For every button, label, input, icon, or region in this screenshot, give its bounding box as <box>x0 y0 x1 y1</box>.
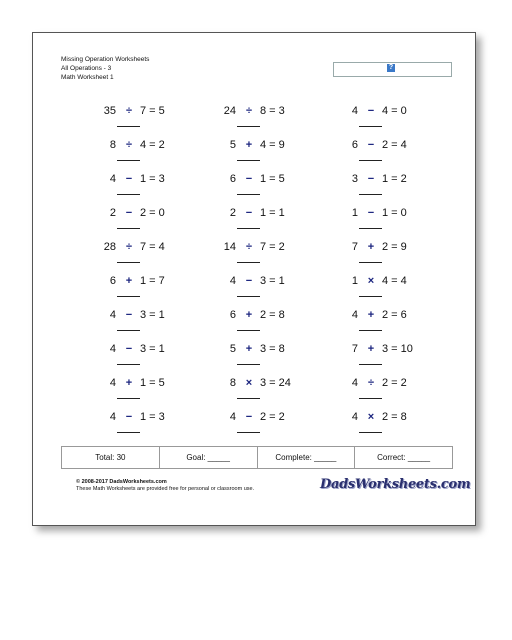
first-operand: 4 <box>109 343 116 355</box>
answer-line <box>237 262 260 263</box>
equation-remainder: 1 = 5 <box>260 173 285 185</box>
problem-equation <box>322 240 442 254</box>
answer-line <box>237 194 260 195</box>
equation-remainder: 2 = 0 <box>140 207 165 219</box>
equation-remainder: 4 = 0 <box>382 105 407 117</box>
equation-remainder: 2 = 6 <box>382 309 407 321</box>
operator-symbol: − <box>367 105 375 117</box>
equation-remainder: 1 = 2 <box>382 173 407 185</box>
problem-item <box>200 240 320 270</box>
worksheet-subtitle: All Operations - 3 <box>61 65 112 72</box>
answer-line <box>359 432 382 433</box>
answer-line <box>117 126 140 127</box>
operator-symbol: ÷ <box>367 377 375 389</box>
problem-equation <box>200 172 320 186</box>
problem-item <box>200 342 320 372</box>
copyright-line: © 2008-2017 DadsWorksheets.com <box>76 479 167 485</box>
equation-remainder: 2 = 8 <box>260 309 285 321</box>
first-operand: 2 <box>229 207 236 219</box>
equation-remainder: 2 = 4 <box>382 139 407 151</box>
problem-equation <box>80 104 200 118</box>
site-logo: DadsWorksheets.com <box>320 477 471 492</box>
answer-line <box>237 228 260 229</box>
first-operand: 4 <box>351 309 358 321</box>
first-operand: 5 <box>229 139 236 151</box>
first-operand: 1 <box>351 275 358 287</box>
first-operand: 7 <box>351 241 358 253</box>
operator-symbol: + <box>367 241 375 253</box>
problem-equation <box>80 376 200 390</box>
problem-item <box>80 410 200 440</box>
problem-item <box>200 104 320 134</box>
problem-equation <box>322 138 442 152</box>
answer-line <box>237 330 260 331</box>
operator-symbol: − <box>367 173 375 185</box>
worksheet-title: Missing Operation Worksheets <box>61 56 150 63</box>
operator-symbol: − <box>367 139 375 151</box>
first-operand: 14 <box>223 241 236 253</box>
problem-equation <box>80 240 200 254</box>
answer-line <box>117 228 140 229</box>
equation-remainder: 3 = 8 <box>260 343 285 355</box>
score-bar <box>61 446 453 469</box>
equation-remainder: 1 = 0 <box>382 207 407 219</box>
problem-item <box>80 376 200 406</box>
answer-line <box>237 398 260 399</box>
answer-line <box>117 160 140 161</box>
answer-line <box>117 330 140 331</box>
equation-remainder: 7 = 2 <box>260 241 285 253</box>
operator-symbol: + <box>245 343 253 355</box>
first-operand: 4 <box>109 309 116 321</box>
first-operand: 2 <box>109 207 116 219</box>
problem-item <box>322 274 442 304</box>
operator-symbol: − <box>125 309 133 321</box>
equation-remainder: 1 = 3 <box>140 173 165 185</box>
problem-equation <box>200 206 320 220</box>
answer-line <box>117 398 140 399</box>
worksheet-header <box>61 55 149 82</box>
first-operand: 4 <box>229 411 236 423</box>
operator-symbol: − <box>245 173 253 185</box>
first-operand: 3 <box>351 173 358 185</box>
problem-item <box>80 308 200 338</box>
answer-line <box>117 432 140 433</box>
problem-item <box>200 308 320 338</box>
problem-equation <box>322 104 442 118</box>
first-operand: 4 <box>109 377 116 389</box>
answer-line <box>359 296 382 297</box>
problem-item <box>80 342 200 372</box>
problem-equation <box>80 410 200 424</box>
problem-equation <box>322 376 442 390</box>
operator-symbol: + <box>245 139 253 151</box>
problem-equation <box>80 172 200 186</box>
equation-remainder: 3 = 1 <box>260 275 285 287</box>
first-operand: 28 <box>103 241 116 253</box>
problem-item <box>200 274 320 304</box>
equation-remainder: 1 = 3 <box>140 411 165 423</box>
operator-symbol: + <box>367 309 375 321</box>
problem-equation <box>200 138 320 152</box>
problem-item <box>200 206 320 236</box>
equation-remainder: 7 = 5 <box>140 105 165 117</box>
total-count: Total: 30 <box>62 447 160 468</box>
operator-symbol: − <box>125 343 133 355</box>
equation-remainder: 4 = 2 <box>140 139 165 151</box>
equation-remainder: 2 = 2 <box>260 411 285 423</box>
first-operand: 7 <box>351 343 358 355</box>
operator-symbol: × <box>367 411 375 423</box>
answer-line <box>359 330 382 331</box>
operator-symbol: ÷ <box>245 105 253 117</box>
problem-item <box>200 172 320 202</box>
operator-symbol: ÷ <box>125 139 133 151</box>
first-operand: 24 <box>223 105 236 117</box>
answer-line <box>237 126 260 127</box>
operator-symbol: − <box>245 207 253 219</box>
answer-line <box>117 194 140 195</box>
operator-symbol: − <box>245 275 253 287</box>
first-operand: 4 <box>109 411 116 423</box>
answer-line <box>117 364 140 365</box>
first-operand: 8 <box>109 139 116 151</box>
first-operand: 4 <box>351 105 358 117</box>
worksheet-number: Math Worksheet 1 <box>61 74 114 81</box>
operator-symbol: − <box>245 411 253 423</box>
problem-equation <box>200 342 320 356</box>
problem-item <box>80 104 200 134</box>
problem-item <box>322 138 442 168</box>
answer-line <box>359 126 382 127</box>
problem-item <box>322 240 442 270</box>
problem-equation <box>80 138 200 152</box>
equation-remainder: 7 = 4 <box>140 241 165 253</box>
problem-item <box>200 410 320 440</box>
problem-item <box>322 410 442 440</box>
goal-field: Goal: _____ <box>160 447 258 468</box>
problem-item <box>200 376 320 406</box>
operator-symbol: ÷ <box>125 105 133 117</box>
correct-field: Correct: _____ <box>377 453 431 462</box>
first-operand: 5 <box>229 343 236 355</box>
operator-symbol: − <box>125 173 133 185</box>
usage-note: These Math Worksheets are provided free for personal or classroom use. <box>76 486 255 492</box>
answer-line <box>237 160 260 161</box>
operator-symbol: − <box>125 411 133 423</box>
problem-item <box>80 138 200 168</box>
problem-equation <box>80 308 200 322</box>
problem-item <box>200 138 320 168</box>
equation-remainder: 1 = 7 <box>140 275 165 287</box>
problem-equation <box>322 206 442 220</box>
answer-line <box>237 364 260 365</box>
operator-symbol: × <box>367 275 375 287</box>
answer-line <box>359 262 382 263</box>
problem-item <box>80 274 200 304</box>
equation-remainder: 4 = 9 <box>260 139 285 151</box>
problem-equation <box>200 274 320 288</box>
problem-equation <box>200 376 320 390</box>
problem-item <box>322 104 442 134</box>
answer-line <box>359 364 382 365</box>
equation-remainder: 2 = 8 <box>382 411 407 423</box>
equation-remainder: 4 = 4 <box>382 275 407 287</box>
operator-symbol: ÷ <box>245 241 253 253</box>
complete-field: Complete: _____ <box>258 447 356 468</box>
problem-item <box>322 206 442 236</box>
equation-remainder: 3 = 10 <box>382 343 413 355</box>
problem-item <box>322 342 442 372</box>
problem-equation <box>80 342 200 356</box>
first-operand: 4 <box>351 377 358 389</box>
answer-line <box>359 160 382 161</box>
answer-line <box>359 228 382 229</box>
problem-equation <box>200 240 320 254</box>
first-operand: 4 <box>109 173 116 185</box>
equation-remainder: 3 = 24 <box>260 377 291 389</box>
operator-symbol: − <box>125 207 133 219</box>
answer-line <box>237 296 260 297</box>
answer-line <box>117 296 140 297</box>
first-operand: 4 <box>351 411 358 423</box>
equation-remainder: 3 = 1 <box>140 343 165 355</box>
problem-equation <box>80 206 200 220</box>
problem-equation <box>322 308 442 322</box>
problem-item <box>322 172 442 202</box>
first-operand: 1 <box>351 207 358 219</box>
problem-equation <box>322 172 442 186</box>
problem-item <box>322 376 442 406</box>
first-operand: 4 <box>229 275 236 287</box>
first-operand: 6 <box>229 173 236 185</box>
problem-equation <box>200 104 320 118</box>
problem-equation <box>200 308 320 322</box>
problem-equation <box>322 410 442 424</box>
first-operand: 8 <box>229 377 236 389</box>
operator-symbol: + <box>125 377 133 389</box>
operator-symbol: + <box>367 343 375 355</box>
answer-line <box>237 432 260 433</box>
answer-line <box>117 262 140 263</box>
equation-remainder: 1 = 1 <box>260 207 285 219</box>
operator-symbol: + <box>125 275 133 287</box>
problem-equation <box>200 410 320 424</box>
problem-item <box>80 240 200 270</box>
problem-item <box>322 308 442 338</box>
answer-line <box>359 194 382 195</box>
equation-remainder: 8 = 3 <box>260 105 285 117</box>
first-operand: 35 <box>103 105 116 117</box>
problem-equation <box>80 274 200 288</box>
problem-equation <box>322 342 442 356</box>
problem-item <box>80 206 200 236</box>
answer-line <box>359 398 382 399</box>
operator-symbol: − <box>367 207 375 219</box>
problem-equation <box>322 274 442 288</box>
help-badge: ? <box>388 64 394 71</box>
operator-symbol: + <box>245 309 253 321</box>
equation-remainder: 3 = 1 <box>140 309 165 321</box>
first-operand: 6 <box>229 309 236 321</box>
equation-remainder: 1 = 5 <box>140 377 165 389</box>
first-operand: 6 <box>351 139 358 151</box>
equation-remainder: 2 = 2 <box>382 377 407 389</box>
operator-symbol: × <box>245 377 253 389</box>
first-operand: 6 <box>109 275 116 287</box>
problem-item <box>80 172 200 202</box>
equation-remainder: 2 = 9 <box>382 241 407 253</box>
operator-symbol: ÷ <box>125 241 133 253</box>
